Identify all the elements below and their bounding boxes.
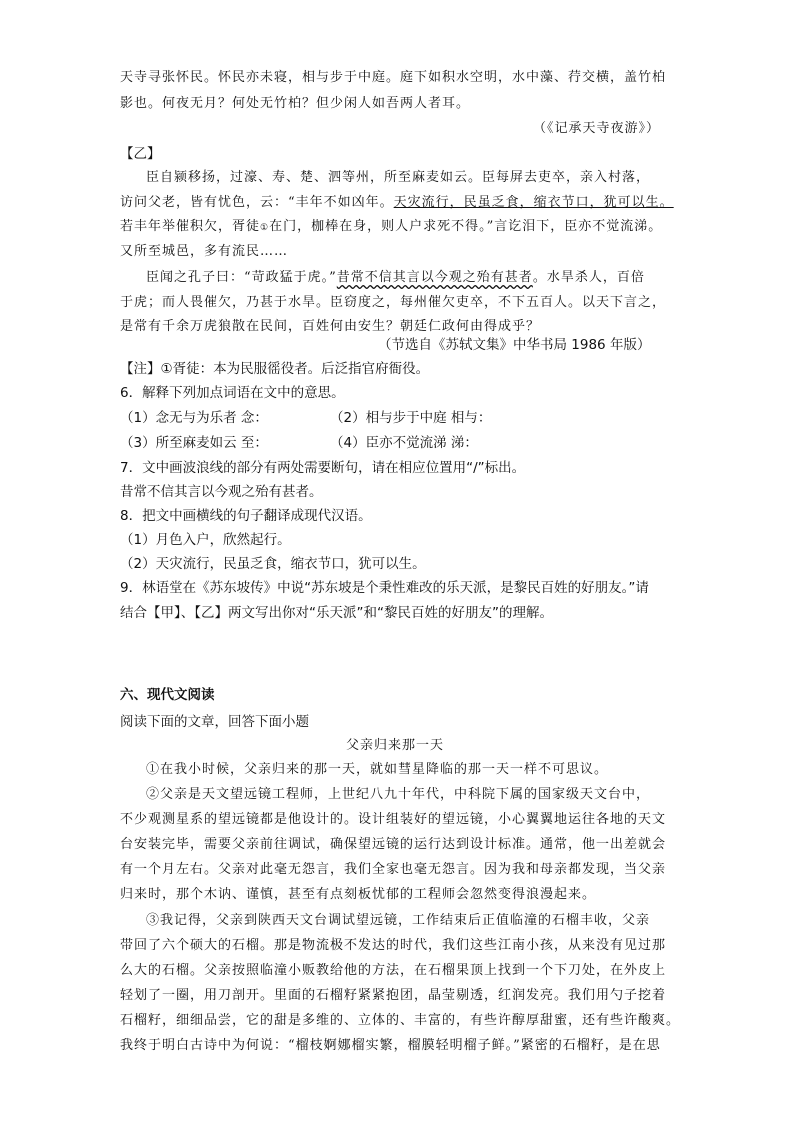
jia-line-2: 影也。何夜无月？何处无竹柏？但少闲人如吾两人者耳。 — [120, 96, 471, 111]
yi-p2-line-1 — [146, 266, 645, 285]
question-8-2: （2）天灾流行，民虽乏食，缩衣节口，犹可以生。 — [120, 556, 426, 572]
yi-source: （节选自《苏轼文集》中华书局 1986 年版） — [378, 337, 651, 353]
jia-source: （《记承天寺夜游》） — [533, 121, 661, 136]
question-9-line-2: 结合【甲】、【乙】两文写出你对“乐天派”和“黎民百姓的好朋友”的理解。 — [120, 605, 553, 621]
yi-p1-line-2 — [120, 191, 674, 210]
article-p3-line-4: 轻划了一圈，用刀剖开。里面的石榴籽紧紧抱团，晶莹剔透，红润发亮。我们用勺子挖着 — [120, 988, 667, 1003]
yi-p2-line-1-a: 臣闻之孔子曰：“苛政猛于虎。” — [146, 270, 337, 285]
question-6-3: （3）所至麻麦如云 至： — [120, 435, 268, 451]
article-p2-line-3: 台安装完毕，需要父亲前往调试，确保望远镜的运行达到设计标准。通常，他一出差就会 — [120, 837, 667, 852]
yi-p1-line-3 — [120, 215, 662, 234]
article-p2-line-1: ②父亲是天文望远镜工程师，上世纪八九十年代，中科院下属的国家级天文台中， — [146, 787, 651, 802]
question-6-1: （1）念无与为乐者 念： — [120, 410, 268, 426]
article-p1: ①在我小时候，父亲归来的那一天，就如彗星降临的那一天一样不可思议。 — [146, 762, 609, 777]
annotation-note: 【注】①胥徒：本为民服徭役者。后泛指官府衙役。 — [120, 361, 430, 377]
section-instruction: 阅读下面的文章，回答下面小题 — [120, 714, 309, 730]
article-p3-line-6: 我终于明白古诗中为何说：“榴枝婀娜榴实繁，榴膜轻明榴子鲜。”紧密的石榴籽，是在思 — [120, 1038, 661, 1053]
article-p2-line-4: 有一个月左右。父亲对此毫无怨言，我们全家也毫无怨言。因为我和母亲都发现，当父亲 — [120, 862, 667, 877]
yi-p2-line-1-b: 。水旱杀人，百倍 — [532, 270, 645, 285]
article-p2-line-2: 不少观测星系的望远镜都是他设计的。设计组装好的望远镜，小心翼翼地运往各地的天文 — [120, 812, 667, 827]
article-p3-line-1: ③我记得，父亲到陕西天文台调试望远镜，工作结束后正值临潼的石榴丰收，父亲 — [146, 913, 651, 928]
article-title: 父亲归来那一天 — [346, 738, 445, 753]
question-6: 6．解释下列加点词语在文中的意思。 — [120, 385, 345, 401]
question-7: 7．文中画波浪线的部分有两处需要断句，请在相应位置用“/”标出。 — [120, 460, 526, 476]
yi-wavy-sentence: 昔常不信其言以今观之殆有甚者 — [336, 270, 533, 285]
article-p3-line-2: 带回了六个硕大的石榴。那是物流极不发达的时代，我们这些江南小孩，从来没有见过那 — [120, 938, 667, 953]
yi-p2-line-2: 于虎；而人畏催欠，乃甚于水旱。臣窃度之，每州催欠吏卒，不下五百人。以天下言之， — [120, 295, 667, 310]
note-marker: ① — [260, 223, 270, 233]
question-6-4: （4）臣亦不觉流涕 涕： — [330, 435, 478, 451]
article-p3-line-5: 石榴籽，细细品尝，它的甜是多维的、立体的、丰富的，有些许醇厚甜蜜，还有些许酸爽。 — [120, 1013, 681, 1028]
question-6-2: （2）相与步于中庭 相与： — [330, 410, 492, 426]
article-p3-line-3: 么大的石榴。父亲按照临潼小贩教给他的方法，在石榴果顶上找到一个下刀处，在外皮上 — [120, 963, 667, 978]
jia-line-1: 天寺寻张怀民。怀民亦未寝，相与步于中庭。庭下如积水空明，水中藻、荇交横，盖竹柏 — [120, 70, 667, 85]
yi-p1-line-1: 臣自颍移扬，过濠、寿、楚、泗等州，所至麻麦如云。臣每屏去吏卒，亲入村落， — [146, 170, 651, 185]
yi-underlined-sentence: 天灾流行，民虽乏食，缩衣节口，犹可以生。 — [393, 195, 674, 210]
yi-p2-line-3: 是常有千余万虎狼散在民间，百姓何由安生？朝廷仁政何由得成乎？ — [120, 319, 541, 334]
yi-p1-line-2-text: 访问父老，皆有忧色，云：“丰年不如凶年。 — [120, 195, 394, 210]
question-9-line-1: 9．林语堂在《苏东坡传》中说“苏东坡是个秉性难改的乐天派，是黎民百姓的好朋友。”请 — [120, 580, 649, 596]
question-8-1: （1）月色入户，欣然起行。 — [120, 532, 291, 548]
question-8: 8．把文中画横线的句子翻译成现代汉语。 — [120, 508, 372, 524]
yi-heading: 【乙】 — [120, 146, 161, 162]
section-title: 六、现代文阅读 — [120, 687, 215, 703]
question-7-text: 昔常不信其言以今观之殆有甚者。 — [120, 484, 323, 500]
yi-p1-line-3-b: 在门，枷棒在身，则人户求死不得。”言讫泪下，臣亦不觉流涕。 — [269, 219, 663, 234]
yi-p1-line-3-a: 若丰年举催积欠，胥徒 — [120, 219, 261, 234]
article-p2-line-5: 归来时，那个木讷、谨慎，甚至有点刻板忧郁的工程师会忽然变得浪漫起来。 — [120, 887, 597, 902]
yi-p1-line-4: 又所至城邑，多有流民…… — [120, 244, 289, 259]
